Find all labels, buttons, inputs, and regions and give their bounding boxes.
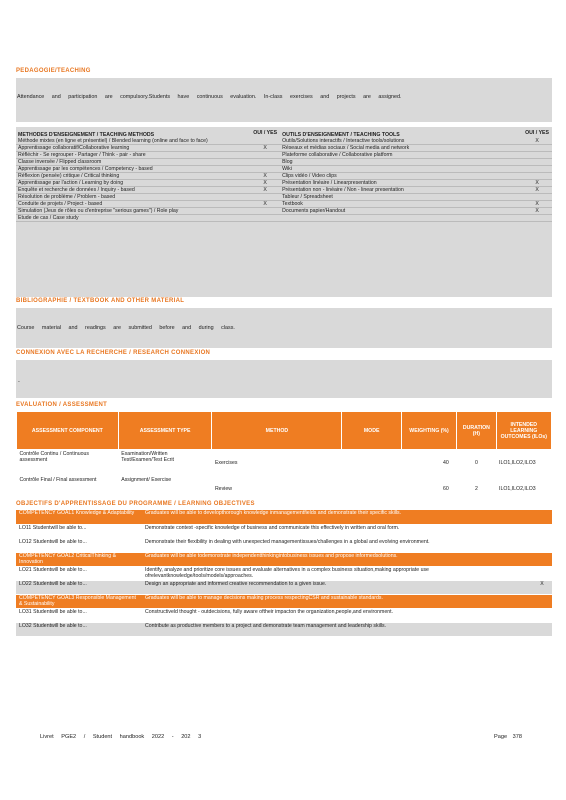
eval-component: Contrôle Final / Final assessment xyxy=(19,476,97,483)
teaching-method-label: Apprentissage par l'action / Learning by doing xyxy=(16,180,250,187)
teaching-tool-check: X xyxy=(522,138,552,145)
teaching-method-label: Méthode mixtes (en ligne et présentiel) / Blended learning (online and face to face) xyxy=(16,138,250,145)
research-title: CONNEXION AVEC LA RECHERCHE / RESEARCH CONNEXION xyxy=(16,350,211,356)
methods-box xyxy=(16,127,552,297)
learning-objective-description: Design an appropriate and informed creative recommendation to a given issue. xyxy=(142,580,532,594)
teaching-method-label: Etude de cas / Case study xyxy=(16,215,250,222)
learning-objective-description: Identify, analyze and prioritize core issues and evaluate alternatives in a complex business situation,making appropriate use ofrelevantknowledge/tools/models/approaches. xyxy=(142,566,532,580)
teaching-tool-label xyxy=(280,215,522,222)
teaching-tool-label: Outils/Solutions interactifs / Interactive tools/solutions xyxy=(280,138,522,145)
competency-goal-description: Graduates will be able todemonstrate independentthinkingintobusiness issues and propose informedsolutions. xyxy=(142,552,532,566)
learning-objective-row xyxy=(16,608,552,622)
teaching-method-label: Classe inversée / Flipped classroom xyxy=(16,159,250,166)
eval-header-ilo: INTENDED LEARNING OUTCOMES (ILOs) xyxy=(496,412,551,450)
learning-objective-check xyxy=(532,552,552,566)
learning-objective-code: LO31 Studentwill be able to... xyxy=(16,608,142,622)
methods-row xyxy=(16,215,552,222)
teaching-tool-check xyxy=(522,166,552,173)
learning-objective-check xyxy=(532,538,552,552)
teaching-tool-label: Wiki xyxy=(280,166,522,173)
competency-goal-label: COMPETENCY GOAL3 Responsible Management & Sustainability xyxy=(16,594,142,608)
learning-objective-row xyxy=(16,524,552,538)
learning-objective-code: LO11 Studentwill be able to... xyxy=(16,524,142,538)
methods-row xyxy=(16,187,552,194)
eval-row xyxy=(17,476,552,502)
teaching-method-label: Résolution de problème / Problem - based xyxy=(16,194,250,201)
teaching-tool-label: Documents papier/Handout xyxy=(280,208,522,215)
teaching-method-check: X xyxy=(250,180,280,187)
learning-objective-check xyxy=(532,566,552,580)
eval-ilo: ILO1,ILO2,ILO3 xyxy=(499,459,536,466)
teaching-tool-label: Plateforme collaborative / Collaborative platform xyxy=(280,152,522,159)
eval-mode xyxy=(342,450,401,476)
competency-goal-description: Graduates will be able to manage decisions making process respectingCSR and sustainable standards. xyxy=(142,594,532,608)
teaching-method-check xyxy=(250,152,280,159)
evaluation-title: EVALUATION / ASSESSMENT xyxy=(16,402,108,408)
teaching-tool-check xyxy=(522,152,552,159)
eval-type: Assignment/ Exercise xyxy=(121,476,172,483)
learning-objective-description: Demonstrate their flexibility in dealing with unexpected managementissues/challenges in a global and evolving environment. xyxy=(142,538,532,552)
teaching-method-label: Enquête et recherche de données / Inquiry - based xyxy=(16,187,250,194)
teaching-method-label: Conduite de projets / Project - based xyxy=(16,201,250,208)
competency-goal-description: Graduates will be able to developthorough knowledge inmanagementfields and demonstrate their specific skills. xyxy=(142,510,532,524)
learning-objective-code: LO12 Studentwill be able to... xyxy=(16,538,142,552)
eval-header-type: ASSESSMENT TYPE xyxy=(118,412,212,450)
teaching-method-label: Réfléchir - Se regrouper - Partager / Think - pair - share xyxy=(16,152,250,159)
methods-row xyxy=(16,159,552,166)
methods-left-yes: OUI / YES xyxy=(253,130,278,136)
teaching-tool-check: X xyxy=(522,180,552,187)
eval-weight: 40 xyxy=(442,459,449,466)
eval-header-component: ASSESSMENT COMPONENT xyxy=(17,412,119,450)
methods-right-yes: OUI / YES xyxy=(525,130,549,136)
learning-objective-row xyxy=(16,622,552,636)
methods-row xyxy=(16,208,552,215)
learning-objective-code: LO21 Studentwill be able to... xyxy=(16,566,142,580)
learning-objective-description: Demonstrate context -specific knowledge of business and communicate this effectively in written and oral form. xyxy=(142,524,532,538)
eval-header-mode: MODE xyxy=(342,412,401,450)
teaching-method-check xyxy=(250,159,280,166)
biblio-text: Course material and readings are submitted before and during class. xyxy=(17,325,235,331)
competency-goal-label: COMPETENCY GOAL2 CriticalThinking & Innovation xyxy=(16,552,142,566)
teaching-method-check: X xyxy=(250,187,280,194)
teaching-tool-label: Clips vidéo / Video clips xyxy=(280,173,522,180)
teaching-tool-check: X xyxy=(522,187,552,194)
methods-left-header: METHODES D'ENSEIGNEMENT / TEACHING METHODS xyxy=(18,132,155,138)
teaching-tool-check xyxy=(522,173,552,180)
learning-objective-check xyxy=(532,594,552,608)
eval-weight: 60 xyxy=(442,485,449,492)
competency-goal-row xyxy=(16,552,552,566)
methods-row xyxy=(16,166,552,173)
methods-row xyxy=(16,194,552,201)
learning-objective-row xyxy=(16,538,552,552)
objectives-table xyxy=(16,510,552,637)
learning-objective-description: Constructiveld thought - outdecisions, fully aware oftheir impacton the organization,people,and environment. xyxy=(142,608,532,622)
research-text: - xyxy=(18,379,20,385)
teaching-method-label: Apprentissage par les compétences / Competency - based xyxy=(16,166,250,173)
eval-method: Review xyxy=(214,485,232,492)
teaching-tool-label: Présentation linéaire / Linearpresentation xyxy=(280,180,522,187)
eval-duration: 2 xyxy=(474,485,478,492)
pedagogy-text: Attendance and participation are compulsory.Students have continuous evaluation. In-class exercises and projects are assigned. xyxy=(17,94,402,100)
eval-header-duration: DURATION (H) xyxy=(457,412,496,450)
learning-objective-description: Contribute as productive members to a project and demonstrate team management and leadership skills. xyxy=(142,622,532,636)
competency-goal-row xyxy=(16,594,552,608)
teaching-method-check: X xyxy=(250,201,280,208)
footer-left: Livret PGE2 / Student handbook 2022 - 202 3 xyxy=(40,734,202,740)
methods-row xyxy=(16,180,552,187)
eval-header-weight: WEIGHTING (%) xyxy=(401,412,456,450)
competency-goal-label: COMPETENCY GOAL1 Knowledge & Adaptability xyxy=(16,510,142,524)
teaching-method-check xyxy=(250,215,280,222)
learning-objective-check xyxy=(532,524,552,538)
learning-objective-check xyxy=(532,608,552,622)
footer-page-number: Page 378 xyxy=(494,734,522,740)
methods-table xyxy=(16,130,552,222)
teaching-method-check xyxy=(250,194,280,201)
eval-type: Examination/Written Test/Examen/Test Ecrit xyxy=(121,451,175,463)
methods-row xyxy=(16,145,552,152)
competency-goal-row xyxy=(16,510,552,524)
objectives-title: OBJECTIFS D'APPRENTISSAGE DU PROGRAMME / LEARNING OBJECTIVES xyxy=(16,501,255,507)
teaching-tool-label: Blog xyxy=(280,159,522,166)
eval-duration: 0 xyxy=(474,459,478,466)
teaching-tool-label: Présentation non - linéaire / Non - linear presentation xyxy=(280,187,522,194)
evaluation-table xyxy=(16,411,552,502)
learning-objective-row xyxy=(16,566,552,580)
teaching-method-label: Apprentissage collaboratif/Collaborative learning xyxy=(16,145,250,152)
learning-objective-check: X xyxy=(532,580,552,594)
eval-row xyxy=(17,450,552,476)
teaching-tool-check: X xyxy=(522,208,552,215)
teaching-method-label: Réflexion (pensée) critique / Critical thinking xyxy=(16,173,250,180)
teaching-tool-label: Textbook xyxy=(280,201,522,208)
eval-header-method: METHOD xyxy=(212,412,342,450)
teaching-tool-check xyxy=(522,215,552,222)
pedagogy-title: PEDAGOGIE/TEACHING xyxy=(16,68,91,74)
teaching-tool-check xyxy=(522,145,552,152)
learning-objective-check xyxy=(532,510,552,524)
eval-mode xyxy=(342,476,401,502)
learning-objective-code: LO32 Studentwill be able to... xyxy=(16,622,142,636)
methods-row xyxy=(16,201,552,208)
learning-objective-code: LO22 Studentwill be able to... xyxy=(16,580,142,594)
teaching-method-check xyxy=(250,208,280,215)
learning-objective-row xyxy=(16,580,552,594)
research-box xyxy=(16,360,552,398)
teaching-method-label: Simulation (Jeux de rôles ou d'entreprise "serious games") / Role play xyxy=(16,208,250,215)
teaching-tool-check xyxy=(522,194,552,201)
teaching-tool-label: Réseaux et médias sociaux / Social media and network xyxy=(280,145,522,152)
methods-row xyxy=(16,173,552,180)
biblio-title: BIBLIOGRAPHIE / TEXTBOOK AND OTHER MATERIAL xyxy=(16,298,185,304)
methods-row xyxy=(16,152,552,159)
teaching-tool-check: X xyxy=(522,201,552,208)
teaching-tool-check xyxy=(522,159,552,166)
teaching-tool-label: Tableur / Spreadsheet xyxy=(280,194,522,201)
learning-objective-check xyxy=(532,622,552,636)
eval-component: Contrôle Continu / Continuous assessment xyxy=(19,451,89,463)
eval-ilo: ILO1,ILO2,ILO3 xyxy=(499,485,536,492)
teaching-method-check xyxy=(250,166,280,173)
biblio-box xyxy=(16,308,552,348)
teaching-method-check: X xyxy=(250,173,280,180)
methods-right-header: OUTILS D'ENSEIGNEMENT / TEACHING TOOLS xyxy=(282,132,400,138)
teaching-method-check: X xyxy=(250,145,280,152)
pedagogy-box xyxy=(16,78,552,122)
eval-method: Exercises xyxy=(214,459,238,466)
